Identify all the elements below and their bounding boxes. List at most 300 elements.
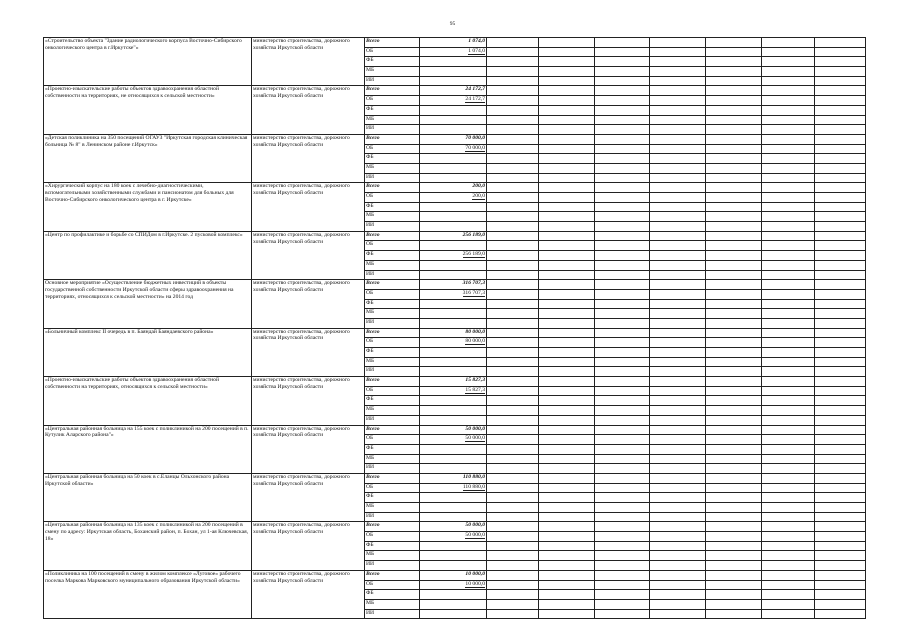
amount-cell	[420, 260, 487, 270]
empty-cell	[487, 599, 539, 609]
amount-value: 15 827,3	[465, 377, 485, 384]
amount-cell	[420, 299, 487, 309]
funding-source-label: ИИ	[365, 367, 420, 377]
empty-cell	[762, 173, 815, 183]
amount-cell	[420, 309, 487, 319]
empty-cell	[487, 163, 539, 173]
empty-cell	[595, 599, 650, 609]
empty-cell	[595, 590, 650, 600]
amount-cell	[420, 512, 487, 522]
empty-cell	[595, 299, 650, 309]
empty-cell	[706, 125, 762, 135]
empty-cell	[815, 154, 866, 164]
empty-cell	[487, 454, 539, 464]
amount-cell	[420, 435, 487, 445]
empty-cell	[706, 338, 762, 348]
empty-cell	[706, 483, 762, 493]
amount-cell	[420, 163, 487, 173]
empty-cell	[762, 270, 815, 280]
amount-cell	[420, 154, 487, 164]
table-row-total	[44, 134, 866, 144]
empty-cell	[487, 512, 539, 522]
empty-cell	[539, 212, 595, 222]
empty-cell	[595, 570, 650, 580]
empty-cell	[595, 222, 650, 232]
empty-cell	[595, 454, 650, 464]
empty-cell	[487, 522, 539, 532]
funding-source-label: ФБ	[365, 202, 420, 212]
empty-cell	[650, 551, 706, 561]
funding-source-label: ФБ	[365, 590, 420, 600]
amount-cell	[420, 406, 487, 416]
amount-value: 256 189,0	[462, 251, 485, 258]
amount-cell	[420, 183, 487, 193]
empty-cell	[650, 57, 706, 67]
amount-cell	[420, 454, 487, 464]
empty-cell	[815, 193, 866, 203]
empty-cell	[650, 86, 706, 96]
empty-cell	[650, 483, 706, 493]
empty-cell	[650, 183, 706, 193]
empty-cell	[595, 231, 650, 241]
amount-cell	[420, 396, 487, 406]
empty-cell	[815, 309, 866, 319]
responsible-executor: министерство строительства, дорожного хозяйства Иркутской области	[252, 570, 365, 618]
empty-cell	[762, 47, 815, 57]
empty-cell	[706, 444, 762, 454]
empty-cell	[650, 580, 706, 590]
empty-cell	[815, 134, 866, 144]
empty-cell	[815, 318, 866, 328]
empty-cell	[595, 125, 650, 135]
empty-cell	[762, 406, 815, 416]
empty-cell	[815, 532, 866, 542]
amount-cell	[420, 367, 487, 377]
table-row-total	[44, 231, 866, 241]
funding-source-label: МБ	[365, 309, 420, 319]
empty-cell	[762, 561, 815, 571]
empty-cell	[487, 183, 539, 193]
empty-cell	[762, 609, 815, 619]
responsible-executor: министерство строительства, дорожного хозяйства Иркутской области	[252, 280, 365, 328]
responsible-executor: министерство строительства, дорожного хозяйства Иркутской области	[252, 425, 365, 473]
empty-cell	[815, 328, 866, 338]
empty-cell	[487, 590, 539, 600]
empty-cell	[815, 202, 866, 212]
empty-cell	[706, 425, 762, 435]
empty-cell	[706, 260, 762, 270]
empty-cell	[650, 67, 706, 77]
empty-cell	[815, 231, 866, 241]
amount-cell	[420, 493, 487, 503]
funding-source-label: ФБ	[365, 57, 420, 67]
amount-cell	[420, 348, 487, 358]
responsible-executor: министерство строительства, дорожного хозяйства Иркутской области	[252, 231, 365, 279]
amount-value: 24 172,7	[465, 86, 485, 93]
empty-cell	[487, 435, 539, 445]
funding-source-label: МБ	[365, 599, 420, 609]
empty-cell	[650, 47, 706, 57]
amount-cell	[420, 193, 487, 203]
empty-cell	[762, 590, 815, 600]
empty-cell	[706, 173, 762, 183]
measure-name: «Центральная районная больница на 155 коек с поликлиникой на 200 посещений в п. Кутулик Аларского района"»	[44, 425, 252, 473]
empty-cell	[650, 163, 706, 173]
empty-cell	[539, 483, 595, 493]
empty-cell	[539, 115, 595, 125]
empty-cell	[815, 280, 866, 290]
empty-cell	[815, 396, 866, 406]
empty-cell	[762, 425, 815, 435]
empty-cell	[706, 532, 762, 542]
funding-source-label: МБ	[365, 163, 420, 173]
empty-cell	[595, 270, 650, 280]
empty-cell	[762, 222, 815, 232]
funding-source-label: ОБ	[365, 338, 420, 348]
empty-cell	[539, 377, 595, 387]
page-number: 95	[449, 21, 456, 27]
amount-value: 50 000,0	[465, 435, 485, 442]
empty-cell	[815, 144, 866, 154]
amount-cell	[420, 47, 487, 57]
empty-cell	[650, 570, 706, 580]
empty-cell	[595, 251, 650, 261]
empty-cell	[539, 173, 595, 183]
empty-cell	[487, 125, 539, 135]
empty-cell	[539, 454, 595, 464]
empty-cell	[706, 328, 762, 338]
funding-source-label: ОБ	[365, 386, 420, 396]
table-row-total	[44, 473, 866, 483]
empty-cell	[815, 444, 866, 454]
empty-cell	[706, 367, 762, 377]
empty-cell	[706, 503, 762, 513]
amount-cell	[420, 86, 487, 96]
amount-cell	[420, 338, 487, 348]
empty-cell	[539, 473, 595, 483]
empty-cell	[487, 289, 539, 299]
empty-cell	[539, 590, 595, 600]
measure-name: «Центральная районная больница на 135 коек с поликлиникой на 200 посещений в смену по адресу: Иркутская область, Боханский район, п. Бохан, ул 1-ая Ключевская, 18»	[44, 522, 252, 570]
empty-cell	[595, 76, 650, 86]
empty-cell	[595, 609, 650, 619]
empty-cell	[762, 280, 815, 290]
measure-name: «Хирургический корпус на 180 коек с лечебно-диагностическими, вспомогательными хозяйственными службами и пансионатом для больных для Восточно-Сибирского онкологического центра в г. Иркутске»	[44, 183, 252, 231]
empty-cell	[762, 125, 815, 135]
empty-cell	[487, 96, 539, 106]
empty-cell	[487, 212, 539, 222]
responsible-executor: министерство строительства, дорожного хозяйства Иркутской области	[252, 522, 365, 570]
empty-cell	[539, 222, 595, 232]
empty-cell	[595, 163, 650, 173]
table-row-total	[44, 377, 866, 387]
empty-cell	[762, 338, 815, 348]
amount-cell	[420, 67, 487, 77]
empty-cell	[650, 125, 706, 135]
empty-cell	[706, 570, 762, 580]
empty-cell	[706, 47, 762, 57]
empty-cell	[815, 512, 866, 522]
empty-cell	[815, 348, 866, 358]
responsible-executor: министерство строительства, дорожного хозяйства Иркутской области	[252, 86, 365, 134]
amount-cell	[420, 551, 487, 561]
empty-cell	[487, 541, 539, 551]
amount-cell	[420, 377, 487, 387]
empty-cell	[595, 241, 650, 251]
empty-cell	[595, 86, 650, 96]
empty-cell	[762, 483, 815, 493]
empty-cell	[595, 551, 650, 561]
empty-cell	[762, 512, 815, 522]
empty-cell	[762, 76, 815, 86]
empty-cell	[650, 115, 706, 125]
empty-cell	[595, 280, 650, 290]
amount-cell	[420, 590, 487, 600]
empty-cell	[706, 541, 762, 551]
empty-cell	[595, 435, 650, 445]
amount-cell	[420, 280, 487, 290]
empty-cell	[650, 503, 706, 513]
empty-cell	[595, 115, 650, 125]
empty-cell	[815, 473, 866, 483]
empty-cell	[706, 134, 762, 144]
empty-cell	[595, 377, 650, 387]
empty-cell	[762, 134, 815, 144]
empty-cell	[539, 551, 595, 561]
empty-cell	[815, 609, 866, 619]
table-row-total	[44, 328, 866, 338]
empty-cell	[762, 532, 815, 542]
empty-cell	[762, 580, 815, 590]
empty-cell	[650, 435, 706, 445]
empty-cell	[706, 512, 762, 522]
empty-cell	[539, 493, 595, 503]
empty-cell	[539, 561, 595, 571]
empty-cell	[815, 289, 866, 299]
empty-cell	[762, 38, 815, 48]
empty-cell	[650, 202, 706, 212]
empty-cell	[706, 154, 762, 164]
funding-source-label: ФБ	[365, 348, 420, 358]
funding-source-label: Всего	[365, 280, 420, 290]
empty-cell	[539, 202, 595, 212]
funding-source-label: Всего	[365, 570, 420, 580]
empty-cell	[762, 309, 815, 319]
empty-cell	[815, 241, 866, 251]
empty-cell	[706, 348, 762, 358]
empty-cell	[487, 473, 539, 483]
empty-cell	[762, 241, 815, 251]
empty-cell	[706, 522, 762, 532]
empty-cell	[762, 144, 815, 154]
empty-cell	[762, 348, 815, 358]
empty-cell	[706, 357, 762, 367]
empty-cell	[539, 183, 595, 193]
funding-source-label: ОБ	[365, 47, 420, 57]
empty-cell	[487, 38, 539, 48]
empty-cell	[815, 299, 866, 309]
amount-cell	[420, 503, 487, 513]
measure-name: «Поликлиника на 100 посещений в смену в жилом комплексе «Луговое» рабочего поселка Маркова Марковского муниципального образования Иркутской области»	[44, 570, 252, 618]
empty-cell	[487, 357, 539, 367]
amount-cell	[420, 415, 487, 425]
empty-cell	[487, 260, 539, 270]
funding-source-label: МБ	[365, 260, 420, 270]
empty-cell	[815, 57, 866, 67]
empty-cell	[815, 406, 866, 416]
empty-cell	[762, 377, 815, 387]
empty-cell	[539, 357, 595, 367]
empty-cell	[595, 396, 650, 406]
empty-cell	[539, 260, 595, 270]
empty-cell	[706, 115, 762, 125]
empty-cell	[706, 231, 762, 241]
empty-cell	[539, 348, 595, 358]
empty-cell	[706, 57, 762, 67]
empty-cell	[487, 425, 539, 435]
empty-cell	[595, 183, 650, 193]
funding-source-label: ИИ	[365, 125, 420, 135]
funding-source-label: Всего	[365, 231, 420, 241]
amount-value: 50 000,0	[465, 425, 485, 432]
empty-cell	[650, 212, 706, 222]
empty-cell	[650, 144, 706, 154]
empty-cell	[487, 415, 539, 425]
empty-cell	[595, 473, 650, 483]
empty-cell	[595, 202, 650, 212]
empty-cell	[487, 561, 539, 571]
empty-cell	[650, 454, 706, 464]
empty-cell	[650, 38, 706, 48]
empty-cell	[595, 348, 650, 358]
measure-name: «Проектно-изыскательские работы объектов здравоохранения областной собственности на территориях, относящихся к сельской местности»	[44, 377, 252, 425]
amount-cell	[420, 241, 487, 251]
table-row-total	[44, 570, 866, 580]
empty-cell	[762, 396, 815, 406]
empty-cell	[595, 561, 650, 571]
amount-cell	[420, 425, 487, 435]
empty-cell	[650, 328, 706, 338]
empty-cell	[539, 105, 595, 115]
empty-cell	[650, 473, 706, 483]
funding-source-label: ИИ	[365, 222, 420, 232]
empty-cell	[815, 47, 866, 57]
empty-cell	[595, 318, 650, 328]
amount-cell	[420, 561, 487, 571]
empty-cell	[539, 512, 595, 522]
empty-cell	[762, 357, 815, 367]
amount-value: 70 000,0	[465, 144, 485, 151]
empty-cell	[487, 241, 539, 251]
table-row-total	[44, 183, 866, 193]
empty-cell	[762, 367, 815, 377]
amount-value: 70 000,0	[465, 134, 485, 141]
empty-cell	[650, 251, 706, 261]
empty-cell	[706, 280, 762, 290]
empty-cell	[762, 163, 815, 173]
empty-cell	[762, 444, 815, 454]
empty-cell	[487, 377, 539, 387]
empty-cell	[815, 415, 866, 425]
amount-cell	[420, 202, 487, 212]
empty-cell	[539, 67, 595, 77]
empty-cell	[706, 435, 762, 445]
empty-cell	[650, 522, 706, 532]
empty-cell	[487, 173, 539, 183]
amount-cell	[420, 57, 487, 67]
amount-cell	[420, 318, 487, 328]
funding-source-label: ФБ	[365, 105, 420, 115]
empty-cell	[815, 222, 866, 232]
empty-cell	[487, 280, 539, 290]
empty-cell	[815, 76, 866, 86]
amount-cell	[420, 96, 487, 106]
amount-value: 80 000,0	[465, 338, 485, 345]
amount-cell	[420, 522, 487, 532]
empty-cell	[595, 512, 650, 522]
empty-cell	[539, 86, 595, 96]
empty-cell	[650, 609, 706, 619]
empty-cell	[706, 599, 762, 609]
amount-value: 1 074,0	[468, 47, 485, 54]
funding-source-label: МБ	[365, 454, 420, 464]
funding-source-label: ФБ	[365, 396, 420, 406]
empty-cell	[487, 493, 539, 503]
empty-cell	[487, 338, 539, 348]
empty-cell	[539, 444, 595, 454]
empty-cell	[762, 289, 815, 299]
amount-value: 316 707,3	[462, 289, 485, 296]
amount-cell	[420, 444, 487, 454]
funding-source-label: ОБ	[365, 289, 420, 299]
funding-source-label: ИИ	[365, 609, 420, 619]
empty-cell	[539, 38, 595, 48]
empty-cell	[487, 609, 539, 619]
funding-source-label: ФБ	[365, 541, 420, 551]
empty-cell	[487, 67, 539, 77]
empty-cell	[815, 580, 866, 590]
empty-cell	[706, 454, 762, 464]
funding-source-label: Всего	[365, 38, 420, 48]
empty-cell	[595, 541, 650, 551]
empty-cell	[650, 493, 706, 503]
empty-cell	[815, 173, 866, 183]
funding-source-label: МБ	[365, 503, 420, 513]
measure-name: «Проектно-изыскательские работы объектов здравоохранения областной собственности на территориях, не относящихся к сельской местности»	[44, 86, 252, 134]
amount-value: 15 827,3	[465, 386, 485, 393]
empty-cell	[706, 270, 762, 280]
measure-name: Основное мероприятие «Осуществление бюджетных инвестиций в объекты государственной собственности Иркутской области сферы здравоохранения на территориях, относящихся к сельской местности» на 2014 год	[44, 280, 252, 328]
empty-cell	[815, 163, 866, 173]
empty-cell	[815, 367, 866, 377]
empty-cell	[762, 551, 815, 561]
empty-cell	[762, 96, 815, 106]
empty-cell	[650, 599, 706, 609]
table-row-total	[44, 38, 866, 48]
table-row-total	[44, 86, 866, 96]
funding-source-label: ОБ	[365, 580, 420, 590]
empty-cell	[539, 47, 595, 57]
funding-source-label: Всего	[365, 522, 420, 532]
funding-source-label: МБ	[365, 406, 420, 416]
empty-cell	[487, 483, 539, 493]
empty-cell	[650, 318, 706, 328]
empty-cell	[539, 163, 595, 173]
empty-cell	[539, 570, 595, 580]
amount-value: 50 000,0	[465, 522, 485, 529]
empty-cell	[650, 357, 706, 367]
empty-cell	[650, 464, 706, 474]
